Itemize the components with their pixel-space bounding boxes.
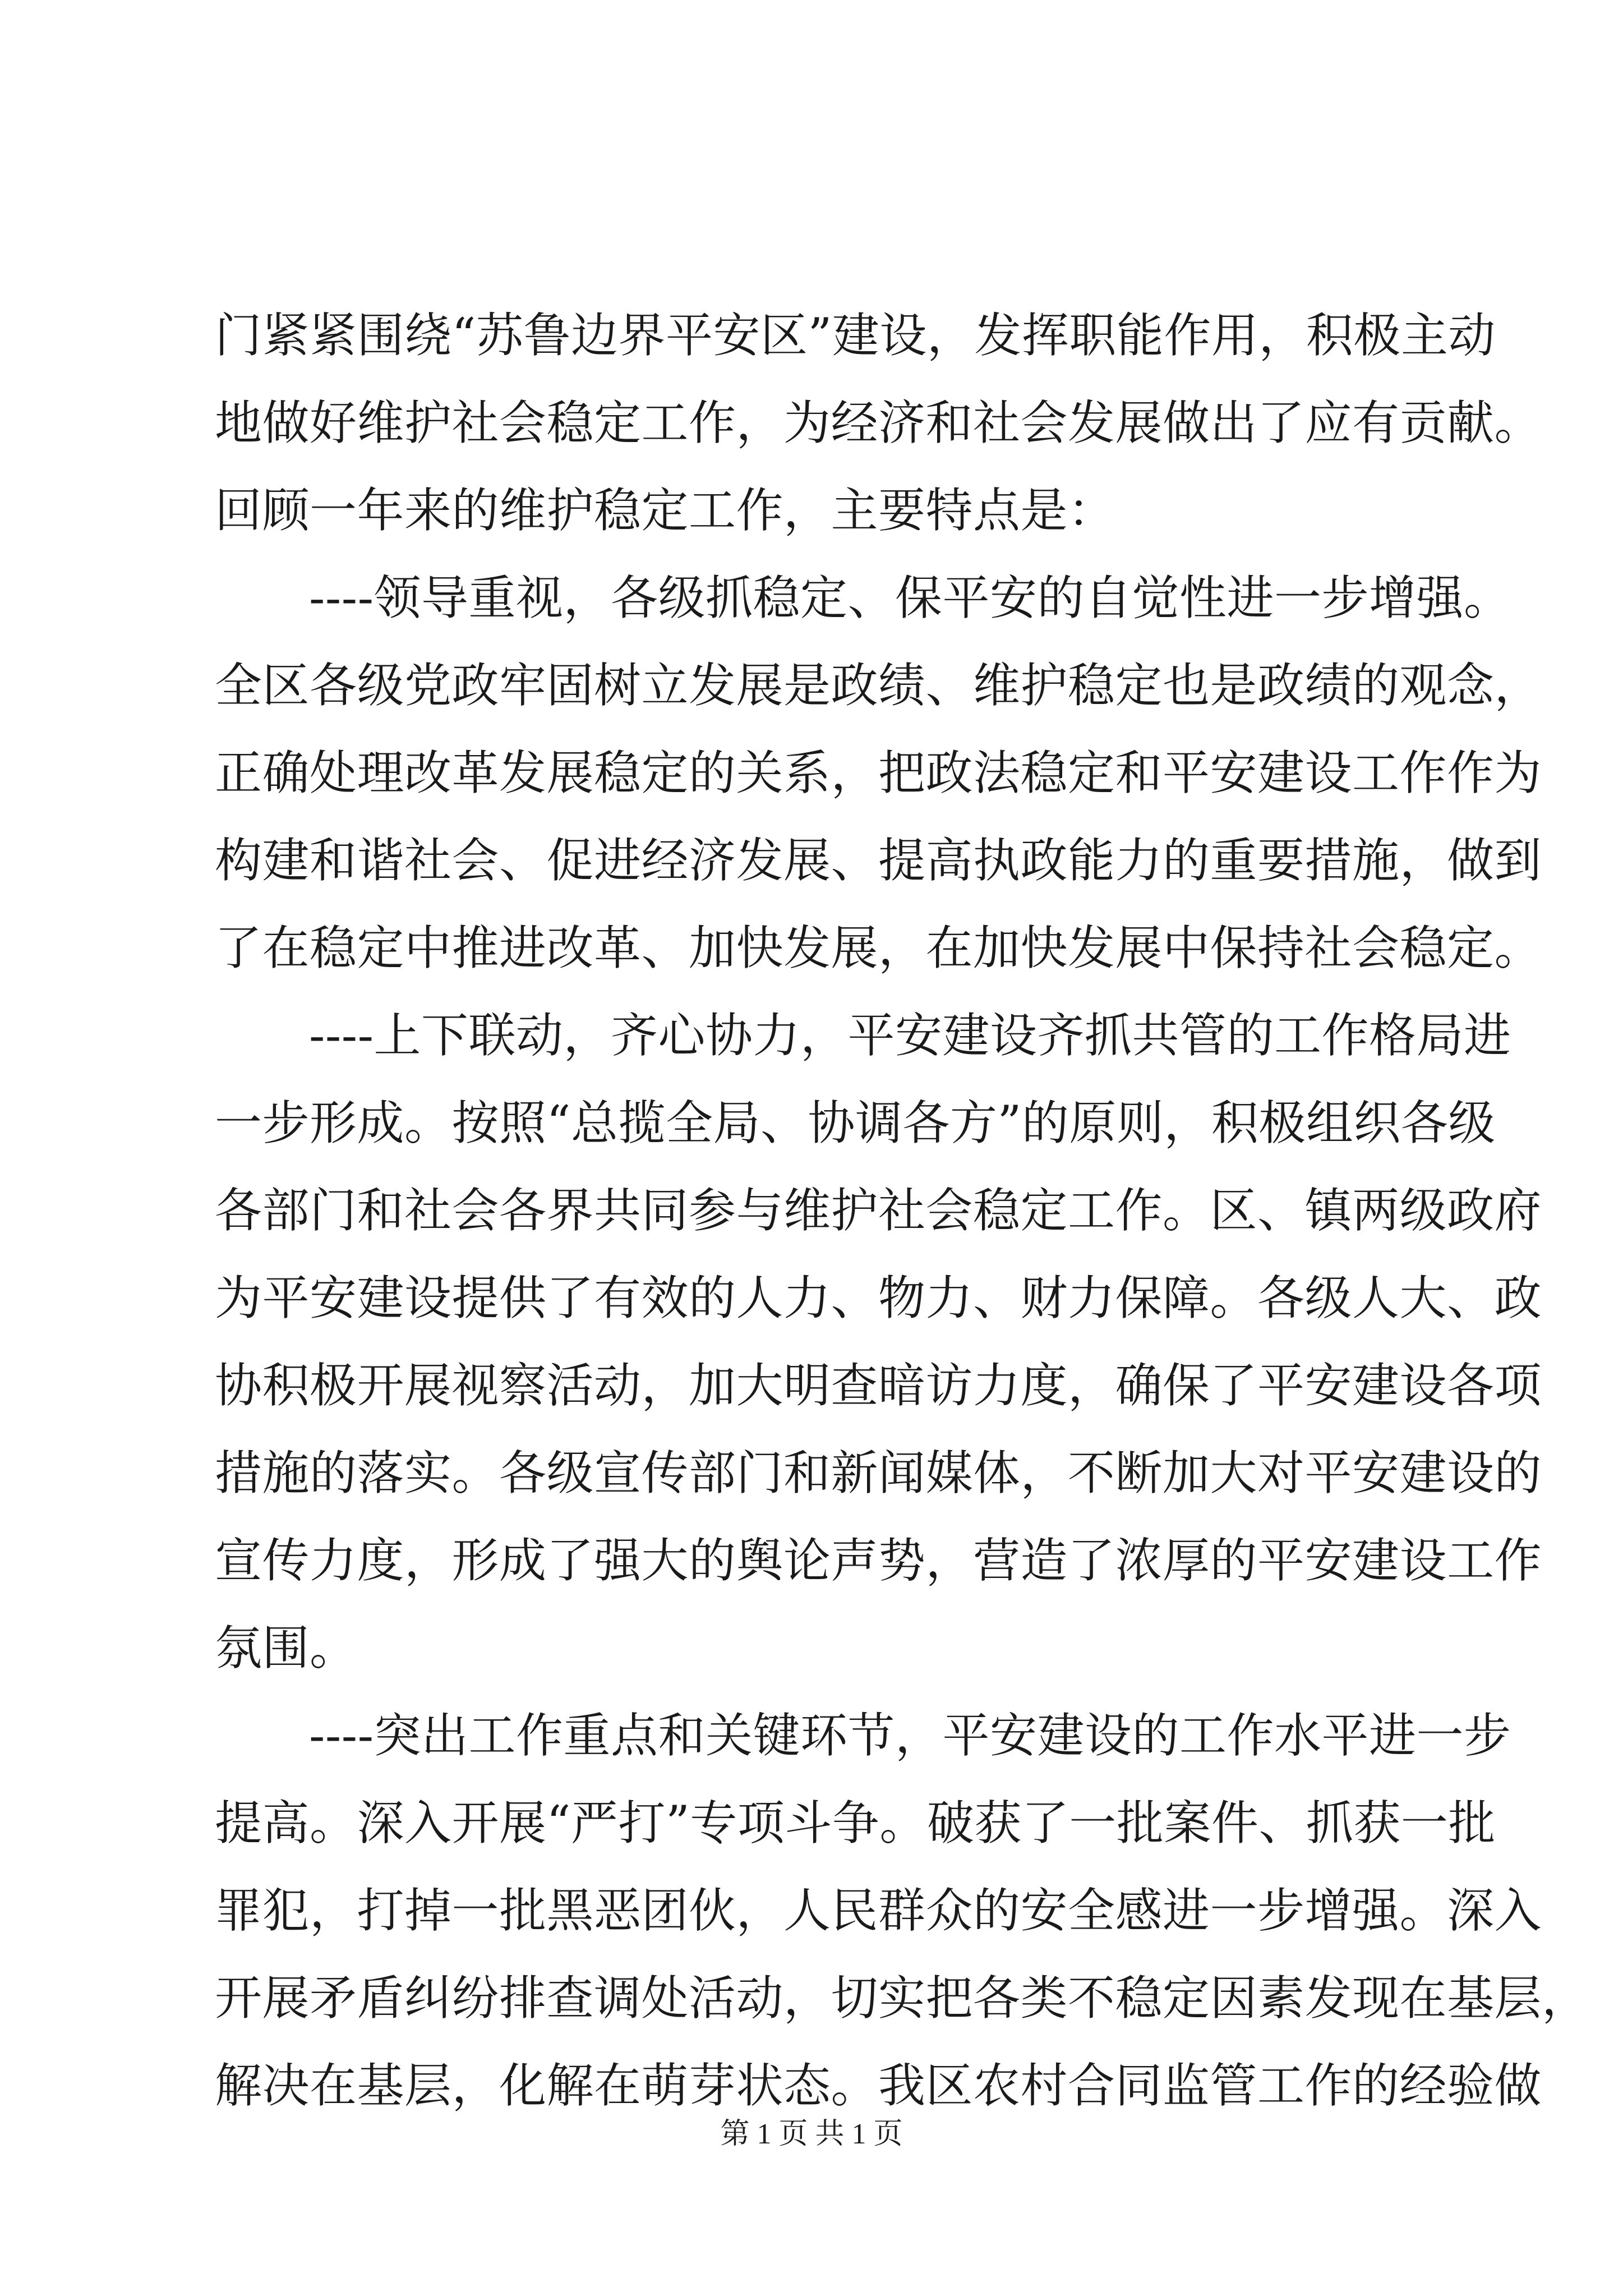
- text-line: 措施的落实。各级宣传部门和新闻媒体，不断加大对平安建设的: [215, 1446, 1542, 1501]
- text-line: 门紧紧围绕“苏鲁边界平安区”建设，发挥职能作用，积极主动: [215, 308, 1496, 363]
- text-line: 罪犯，打掉一批黑恶团伙，人民群众的安全感进一步增强。深入: [215, 1883, 1542, 1938]
- text-line: 地做好维护社会稳定工作，为经济和社会发展做出了应有贡献。: [215, 395, 1542, 450]
- text-line: 各部门和社会各界共同参与维护社会稳定工作。区、镇两级政府: [215, 1183, 1542, 1238]
- text-line: 全区各级党政牢固树立发展是政绩、维护稳定也是政绩的观念，: [215, 658, 1542, 713]
- text-line: 氛围。: [215, 1621, 357, 1676]
- paragraph-start-line: ----领导重视，各级抓稳定、保平安的自觉性进一步增强。: [309, 570, 1511, 625]
- text-line: 开展矛盾纠纷排查调处活动，切实把各类不稳定因素发现在基层，: [215, 1971, 1589, 2026]
- text-line: 解决在基层，化解在萌芽状态。我区农村合同监管工作的经验做: [215, 2058, 1542, 2113]
- text-line: 回顾一年来的维护稳定工作，主要特点是：: [215, 483, 1115, 538]
- page-footer: 第 1 页 共 1 页: [720, 2118, 903, 2150]
- paragraph-start-line: ----突出工作重点和关键环节，平安建设的工作水平进一步: [309, 1708, 1511, 1763]
- text-line: 为平安建设提供了有效的人力、物力、财力保障。各级人大、政: [215, 1271, 1542, 1326]
- text-line: 正确处理改革发展稳定的关系，把政法稳定和平安建设工作作为: [215, 746, 1542, 800]
- text-line: 了在稳定中推进改革、加快发展，在加快发展中保持社会稳定。: [215, 921, 1542, 976]
- text-line: 宣传力度，形成了强大的舆论声势，营造了浓厚的平安建设工作: [215, 1533, 1542, 1588]
- text-line: 构建和谐社会、促进经济发展、提高执政能力的重要措施，做到: [215, 833, 1542, 888]
- document-body: [215, 292, 1589, 2129]
- text-line: 提高。深入开展“严打”专项斗争。破获了一批案件、抓获一批: [215, 1796, 1496, 1851]
- paragraph-start-line: ----上下联动，齐心协力，平安建设齐抓共管的工作格局进: [309, 1008, 1511, 1063]
- text-line: 协积极开展视察活动，加大明查暗访力度，确保了平安建设各项: [215, 1358, 1542, 1413]
- text-line: 一步形成。按照“总揽全局、协调各方”的原则，积极组织各级: [215, 1096, 1496, 1151]
